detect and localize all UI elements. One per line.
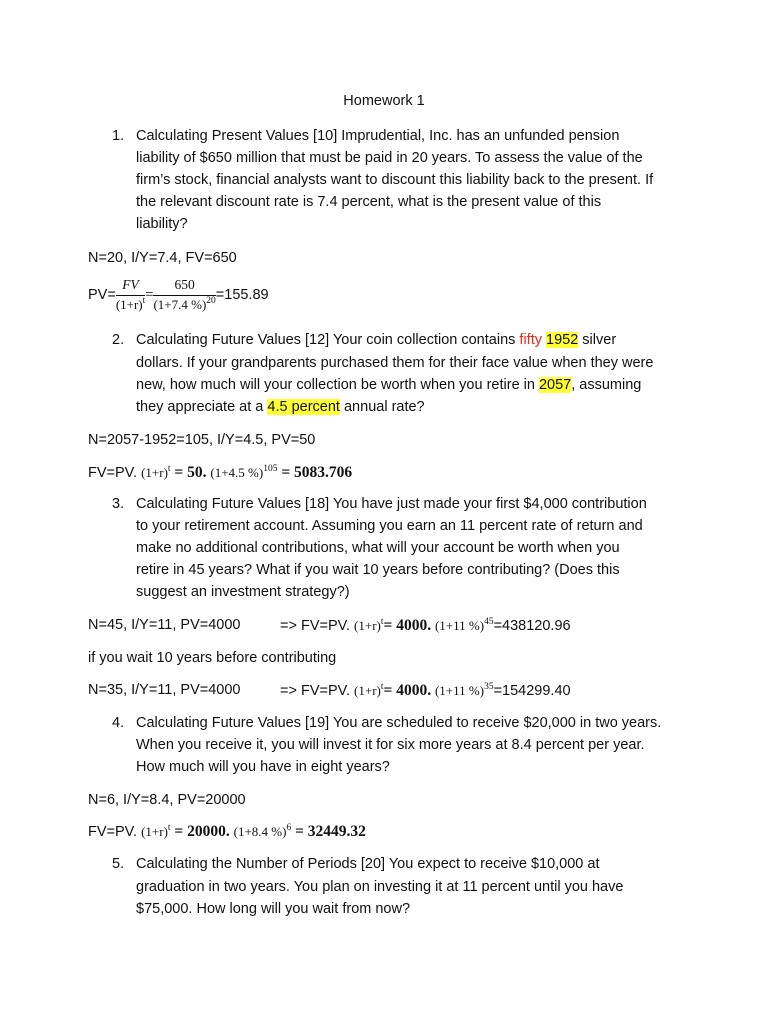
answer-4-formula [88,823,366,841]
answer-3-note: if you wait 10 years before contributing [88,650,337,666]
question-3-number: 3. [112,496,125,512]
formula-prefix: => FV=PV. [280,683,355,699]
question-2-line-2: dollars. If your grandparents purchased them for their face value when they were [136,355,654,371]
fraction-650-over-discount [153,277,215,313]
denominator-exponent: 20 [206,296,216,306]
question-3-line-3: make no additional contributions, what will your account be worth when you [136,540,620,556]
answer-4-given: N=6, I/Y=8.4, PV=20000 [88,792,246,808]
formula-middle: = 4000. [383,617,435,634]
fraction-numerator: 650 [153,277,215,296]
denominator-base: (1+7.4 %) [153,297,207,312]
highlighted-text: 1952 [546,332,579,348]
formula-exponent: 105 [263,464,278,474]
question-1-number: 1. [112,128,125,144]
formula-result: =154299.40 [493,683,571,699]
fraction-numerator: FV [116,277,145,296]
formula-base: (1+r) [354,618,381,633]
answer-1-given: N=20, I/Y=7.4, FV=650 [88,250,237,266]
formula-base: (1+4.5 %) [210,465,264,480]
formula-exponent: t [380,617,384,627]
fraction-denominator [153,296,215,313]
formula-prefix: => FV=PV. [280,618,355,634]
question-1-line-2: liability of $650 million that must be paid in 20 years. To assess the value of the [136,150,643,166]
text-run: annual rate? [339,399,425,415]
answer-1-formula [88,277,269,313]
question-5-line-1: Calculating the Number of Periods [20] You expect to receive $10,000 at [136,856,600,872]
question-1-line-4: the relevant discount rate is 7.4 percent, what is the present value of this [136,194,602,210]
question-1-line-5: liability? [136,216,188,232]
formula-prefix: FV=PV. [88,824,142,840]
answer-3-given-1: N=45, I/Y=11, PV=4000 [88,617,241,633]
question-4-line-2: When you receive it, you will invest it for six more years at 8.4 percent per year. [136,737,645,753]
question-4-line-3: How much will you have in eight years? [136,759,390,775]
formula-result: =438120.96 [493,618,571,634]
text-run: they appreciate at a [136,399,268,415]
formula-prefix: PV= [88,286,116,303]
formula-exponent: 6 [286,823,292,833]
text-run: silver [578,332,617,348]
denominator-exponent: t [142,296,146,306]
fraction-fv-over-discount [116,277,145,313]
question-5-line-3: $75,000. How long will you wait from now? [136,901,411,917]
formula-base: (1+r) [141,465,168,480]
denominator-base: (1+r) [115,297,143,312]
formula-exponent: t [167,464,171,474]
formula-result: = 32449.32 [291,823,366,840]
formula-result: =155.89 [215,286,269,303]
text-run: Calculating Future Values [12] Your coin collection contains [136,332,520,348]
formula-base: (1+r) [141,824,168,839]
question-3-line-2: to your retirement account. Assuming you earn an 11 percent rate of return and [136,518,643,534]
question-2-line-3 [136,377,641,393]
formula-middle: = 4000. [383,682,435,699]
formula-exponent: t [380,682,384,692]
text-run: new, how much will your collection be worth when you retire in [136,377,539,393]
answer-3-formula-1 [280,617,571,635]
formula-base: (1+8.4 %) [233,824,287,839]
formula-exponent: 35 [484,682,494,692]
answer-3-formula-2 [280,682,571,700]
formula-result: = 5083.706 [277,464,353,481]
text-run: , assuming [571,377,642,393]
answer-2-formula [88,464,352,482]
question-4-number: 4. [112,715,125,731]
formula-prefix: FV=PV. [88,465,142,481]
formula-middle: = 20000. [170,823,234,840]
equals-sign: = [145,286,154,303]
formula-exponent: 45 [484,617,494,627]
formula-exponent: t [167,823,171,833]
question-4-line-1: Calculating Future Values [19] You are scheduled to receive $20,000 in two years. [136,715,662,731]
question-1-line-3: firm’s stock, financial analysts want to discount this liability back to the present. If [136,172,654,188]
question-3-line-1: Calculating Future Values [18] You have just made your first $4,000 contribution [136,496,647,512]
formula-base: (1+11 %) [434,683,485,698]
formula-base: (1+r) [354,683,381,698]
question-2-line-4 [136,399,425,415]
question-1-line-1: Calculating Present Values [10] Imprudential, Inc. has an unfunded pension [136,128,620,144]
highlighted-text: 2057 [538,377,572,393]
question-2-number: 2. [112,332,125,348]
formula-middle: = 50. [170,464,211,481]
answer-2-given: N=2057-1952=105, I/Y=4.5, PV=50 [88,432,316,448]
question-3-line-5: suggest an investment strategy?) [136,584,350,600]
answer-3-given-2: N=35, I/Y=11, PV=4000 [88,682,241,698]
question-2-line-1 [136,332,616,348]
question-5-number: 5. [112,856,125,872]
question-5-line-2: graduation in two years. You plan on investing it at 11 percent until you have [136,879,624,895]
page-title: Homework 1 [343,93,425,109]
fraction-denominator [116,296,145,313]
question-3-line-4: retire in 45 years? What if you wait 10 years before contributing? (Does this [136,562,620,578]
highlighted-text: 4.5 percent [267,399,340,415]
formula-base: (1+11 %) [434,618,485,633]
red-text: fifty [519,332,542,348]
